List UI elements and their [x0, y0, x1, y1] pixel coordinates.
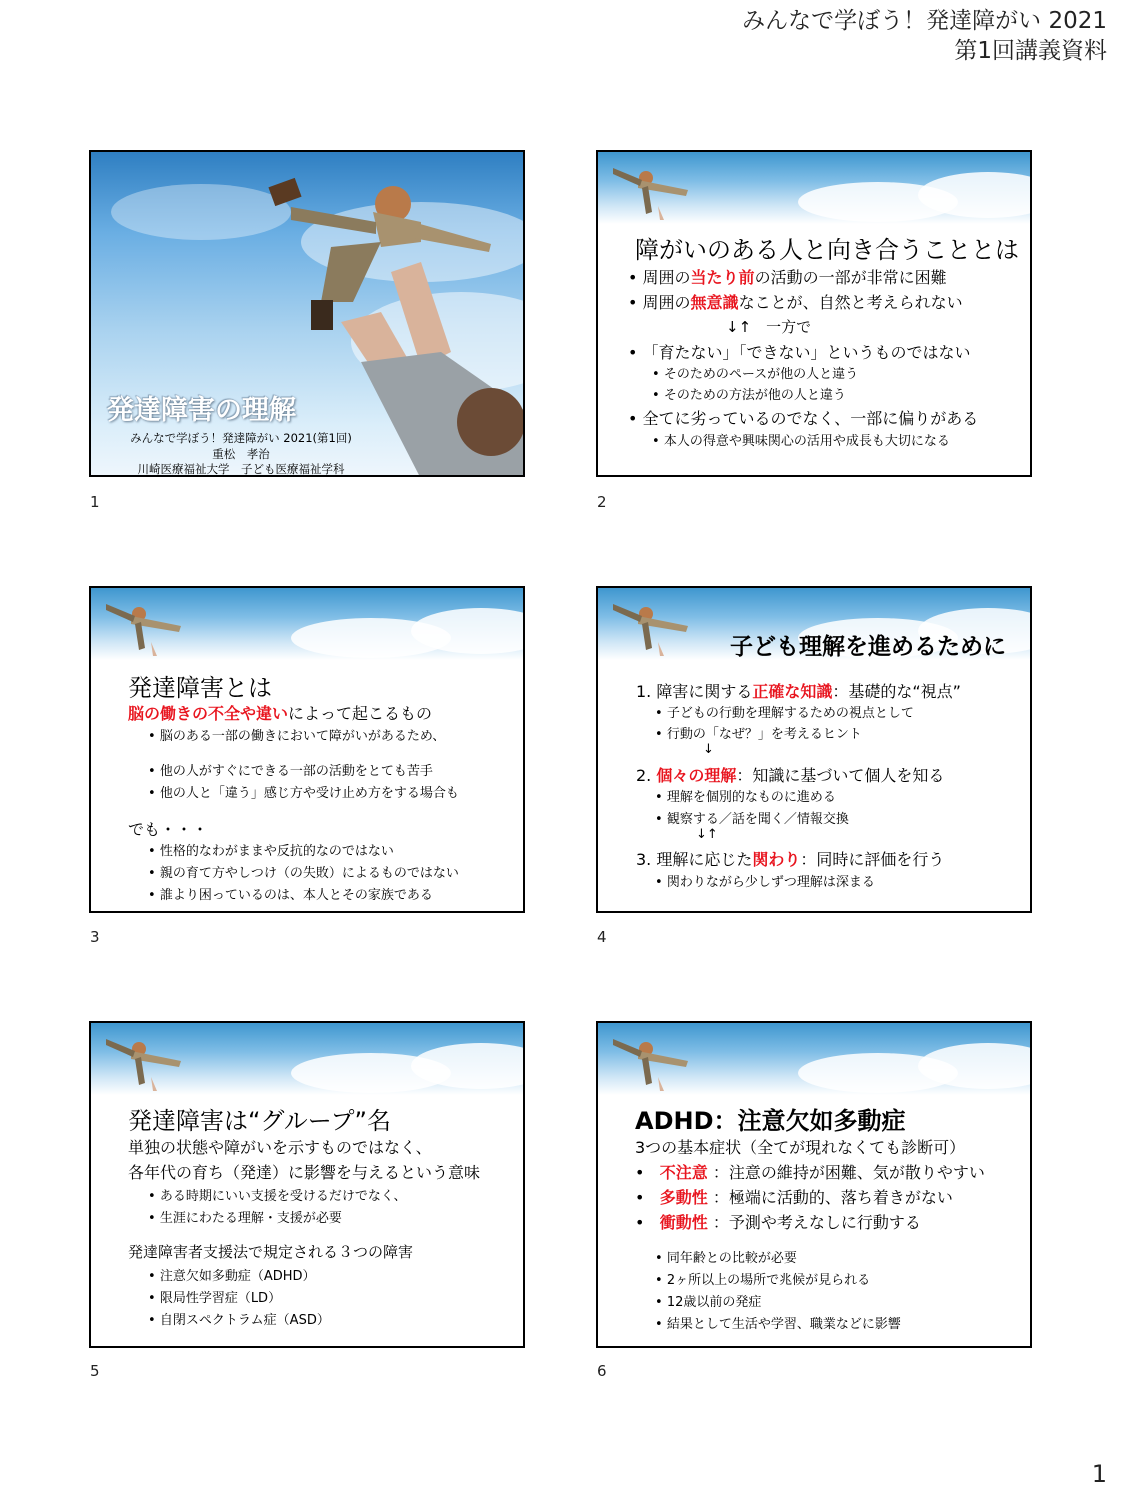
- arrow-note: ↓↑ 一方で: [726, 318, 812, 336]
- slide-5-title: 発達障害は“グループ”名: [128, 1107, 391, 1135]
- sub-bullet: • 限局性学習症（LD）: [148, 1291, 282, 1306]
- lead-line: 3つの基本症状（全てが現れなくても診断可）: [635, 1138, 966, 1157]
- symptom-item: • 不注意 ：注意の維持が困難、気が散りやすい: [635, 1163, 985, 1182]
- bullet: • 周囲の無意識なことが、自然と考えられない: [628, 293, 963, 312]
- slide-6-title: ADHD：注意欠如多動症: [635, 1107, 906, 1135]
- flying-child-icon: [608, 156, 728, 220]
- keyword: 衝動性: [659, 1213, 708, 1232]
- keyword: 多動性: [659, 1188, 708, 1207]
- bullet: • 「育たない」「できない」というものではない: [628, 343, 971, 362]
- slide-1-affiliation: 川崎医療福祉大学 子ども医療福祉学科: [137, 462, 345, 476]
- document-header: [742, 6, 1107, 66]
- sub-bullet: • 理解を個別的なものに進める: [655, 790, 836, 805]
- keyword: 正確な知識: [752, 682, 833, 701]
- sub-bullet: • 行動の「なぜ？」を考えるヒント: [655, 727, 862, 742]
- keyword: 不注意: [659, 1163, 708, 1182]
- slide-number: 3: [90, 928, 100, 946]
- sub-bullet: • 12歳以前の発症: [655, 1295, 762, 1310]
- slide-6: [596, 1021, 1032, 1348]
- paragraph-line: 発達障害者支援法で規定される３つの障害: [128, 1243, 414, 1261]
- paragraph-line: 各年代の育ち（発達）に影響を与えるという意味: [128, 1163, 481, 1182]
- slide-number: 1: [90, 493, 100, 511]
- sub-bullet: • ある時期にいい支援を受けるだけでなく、: [148, 1189, 407, 1204]
- sub-bullet: • 親の育て方やしつけ（の失敗）によるものではない: [148, 866, 459, 881]
- sub-bullet: • 性格的なわがままや反抗的なのではない: [148, 844, 394, 859]
- sub-bullet: • 観察する／話を聞く／情報交換: [655, 812, 849, 827]
- arrow-note: ↓↑: [696, 827, 718, 842]
- keyword: 関わり: [752, 850, 801, 869]
- slide-3: [89, 586, 525, 913]
- sub-bullet: • 子どもの行動を理解するための視点として: [655, 706, 914, 721]
- numbered-item: 3. 理解に応じた関わり：同時に評価を行う: [636, 850, 945, 869]
- page-number: 1: [1091, 1460, 1107, 1488]
- flying-child-icon: [101, 1027, 221, 1091]
- lead-line: 脳の働きの不全や違いによって起こるもの: [128, 704, 433, 723]
- sub-bullet: • 他の人と「違う」感じ方や受け止め方をする場合も: [148, 786, 459, 801]
- slide-4-title: 子ども理解を進めるために: [730, 634, 1006, 660]
- bullet: • 周囲の当たり前の活動の一部が非常に困難: [628, 268, 947, 287]
- flying-child-icon: [608, 592, 728, 656]
- keyword: 当たり前: [690, 268, 755, 287]
- slide-number: 6: [597, 1362, 607, 1380]
- sub-bullet: • 結果として生活や学習、職業などに影響: [655, 1317, 901, 1332]
- slide-1: [89, 150, 525, 477]
- sub-bullet: • そのための方法が他の人と違う: [652, 388, 846, 403]
- slide-5: [89, 1021, 525, 1348]
- slide-3-title: 発達障害とは: [128, 674, 272, 702]
- sub-bullet: • 他の人がすぐにできる一部の活動をとても苦手: [148, 764, 433, 779]
- symptom-item: • 多動性 ：極端に活動的、落ち着きがない: [635, 1188, 953, 1207]
- paragraph-line: 単独の状態や障がいを示すものではなく、: [128, 1138, 432, 1157]
- keyword: 無意識: [690, 293, 739, 312]
- header-title: みんなで学ぼう！発達障がい 2021: [742, 8, 1107, 34]
- slide-1-title: 発達障害の理解: [107, 395, 296, 426]
- sub-bullet: • 注意欠如多動症（ADHD）: [148, 1269, 316, 1284]
- bullet: • 全てに劣っているのでなく、一部に偏りがある: [628, 409, 979, 428]
- keyword: 個々の理解: [656, 766, 737, 785]
- arrow-note: ↓: [703, 742, 714, 757]
- slide-2-title: 障がいのある人と向き合うこととは: [635, 236, 1019, 264]
- sub-bullet: • 本人の得意や興味関心の活用や成長も大切になる: [652, 434, 950, 449]
- header-subtitle: 第1回講義資料: [954, 38, 1107, 64]
- sub-bullet: • 関わりながら少しずつ理解は深まる: [655, 875, 875, 890]
- numbered-item: 1. 障害に関する正確な知識：基礎的な“視点”: [636, 682, 961, 701]
- slide-4: [596, 586, 1032, 913]
- flying-child-icon: [608, 1027, 728, 1091]
- slide-1-author: 重松 孝治: [212, 447, 270, 461]
- slide-number: 5: [90, 1362, 100, 1380]
- sub-bullet: • 自閉スペクトラム症（ASD）: [148, 1313, 330, 1328]
- sub-bullet: • 誰より困っているのは、本人とその家族である: [148, 888, 433, 903]
- sub-bullet: • 脳のある一部の働きにおいて障がいがあるため、: [148, 729, 446, 744]
- slide-2: [596, 150, 1032, 477]
- flying-child-icon: [101, 592, 221, 656]
- symptom-item: • 衝動性 ：予測や考えなしに行動する: [635, 1213, 921, 1232]
- sub-bullet: • 生涯にわたる理解・支援が必要: [148, 1211, 342, 1226]
- numbered-item: 2. 個々の理解：知識に基づいて個人を知る: [636, 766, 945, 785]
- slide-number: 4: [597, 928, 607, 946]
- cover-photo-illustration: [91, 152, 525, 477]
- slide-number: 2: [597, 493, 607, 511]
- sub-bullet: • 2ヶ所以上の場所で兆候が見られる: [655, 1273, 871, 1288]
- slide-1-subtitle: みんなで学ぼう！発達障がい 2021(第1回): [130, 431, 352, 445]
- keyword: 脳の働きの不全や違い: [128, 704, 289, 723]
- sub-bullet: • そのためのペースが他の人と違う: [652, 367, 859, 382]
- but-line: でも・・・: [128, 820, 209, 839]
- sub-bullet: • 同年齢との比較が必要: [655, 1251, 797, 1266]
